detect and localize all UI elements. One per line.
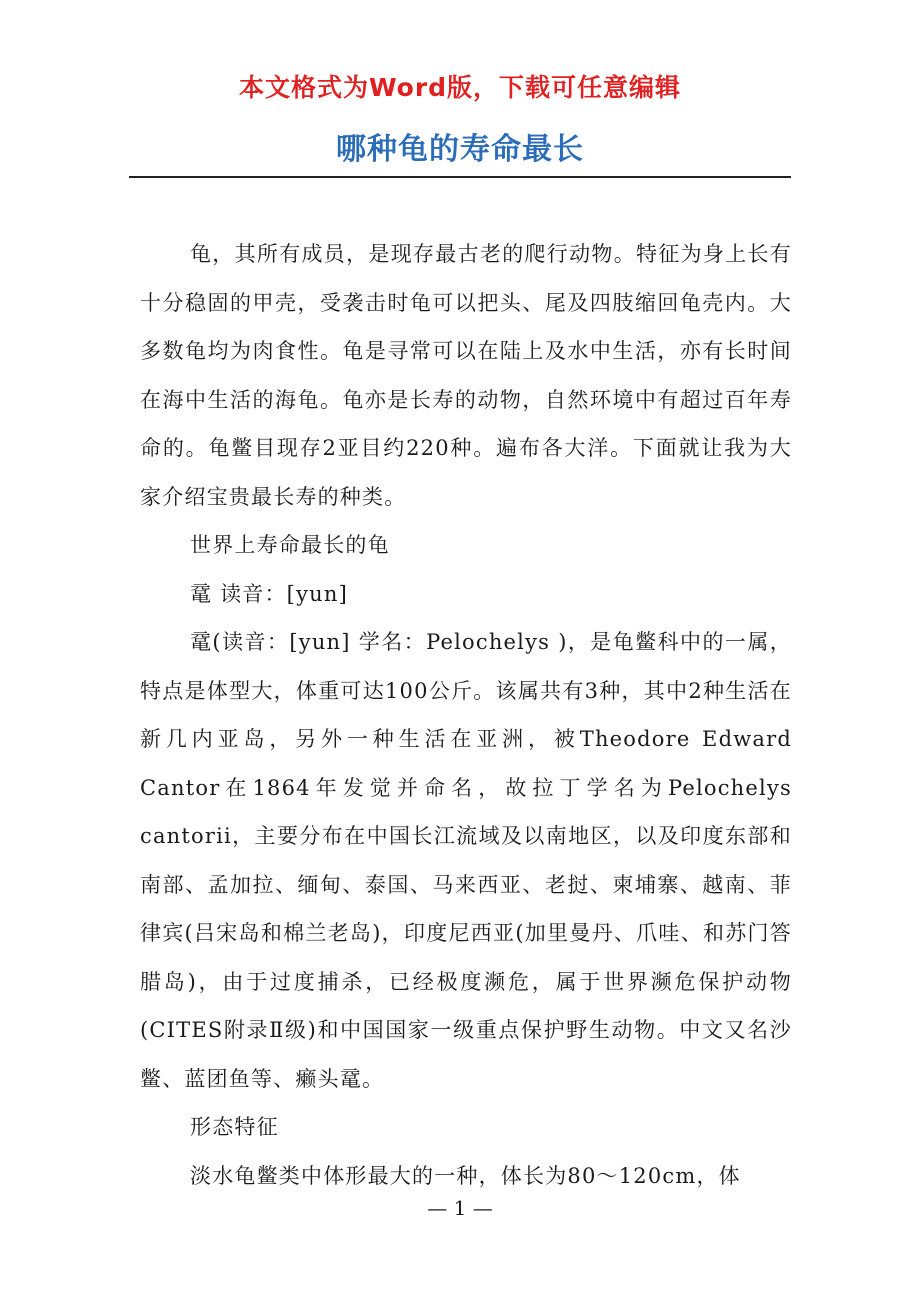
page-number: — 1 — (427, 1196, 493, 1220)
section-heading-morphology: 形态特征 (190, 1115, 279, 1139)
format-notice-banner: 本文格式为Word版，下载可任意编辑 (238, 73, 682, 102)
species-description-paragraph: 鼋(读音：[yun] 学名：Pelochelys )，是龟鳖科中的一属，特点是体型大，体重可达100公斤。该属共有3种，其中2种生活在新几内亚岛，另外一种生活在亚洲，被Theodore Edward Cantor在1864年发觉并命名，故拉丁学名为Pelochelys cantorii，主要分布在中国长江流域及以南地区，以及印度东部和南部、孟加拉、缅甸、泰国、马来西亚、老挝、柬埔寨、越南、菲律宾(吕宋岛和棉兰老岛)，印度尼西亚(加里曼丹、爪哇、和苏门答腊岛)，由于过度捕杀，已经极度濒危，属于世界濒危保护动物(CITES附录Ⅱ级)和中国国家一级重点保护野生动物。中文又名沙鳖、蓝团鱼等、癞头鼋。 (140, 630, 792, 1091)
section-heading-longest-lived: 世界上寿命最长的龟 (190, 533, 390, 557)
page-title: 哪种龟的寿命最长 (336, 132, 584, 167)
morphology-paragraph: 淡水龟鳖类中体形最大的一种，体长为80～120cm，体 (190, 1163, 741, 1188)
species-pronunciation: 鼋 读音：[yun] (190, 581, 348, 606)
intro-paragraph: 龟，其所有成员，是现存最古老的爬行动物。特征为身上长有十分稳固的甲壳，受袭击时龟可以把头、尾及四肢缩回龟壳内。大多数龟均为肉食性。龟是寻常可以在陆上及水中生活，亦有长时间在海中生活的海龟。龟亦是长寿的动物，自然环境中有超过百年寿命的。龟鳖目现存2亚目约220种。遍布各大洋。下面就让我为大家介绍宝贵最长寿的种类。 (140, 242, 792, 509)
document-body (140, 230, 792, 1200)
title-divider (129, 176, 791, 178)
